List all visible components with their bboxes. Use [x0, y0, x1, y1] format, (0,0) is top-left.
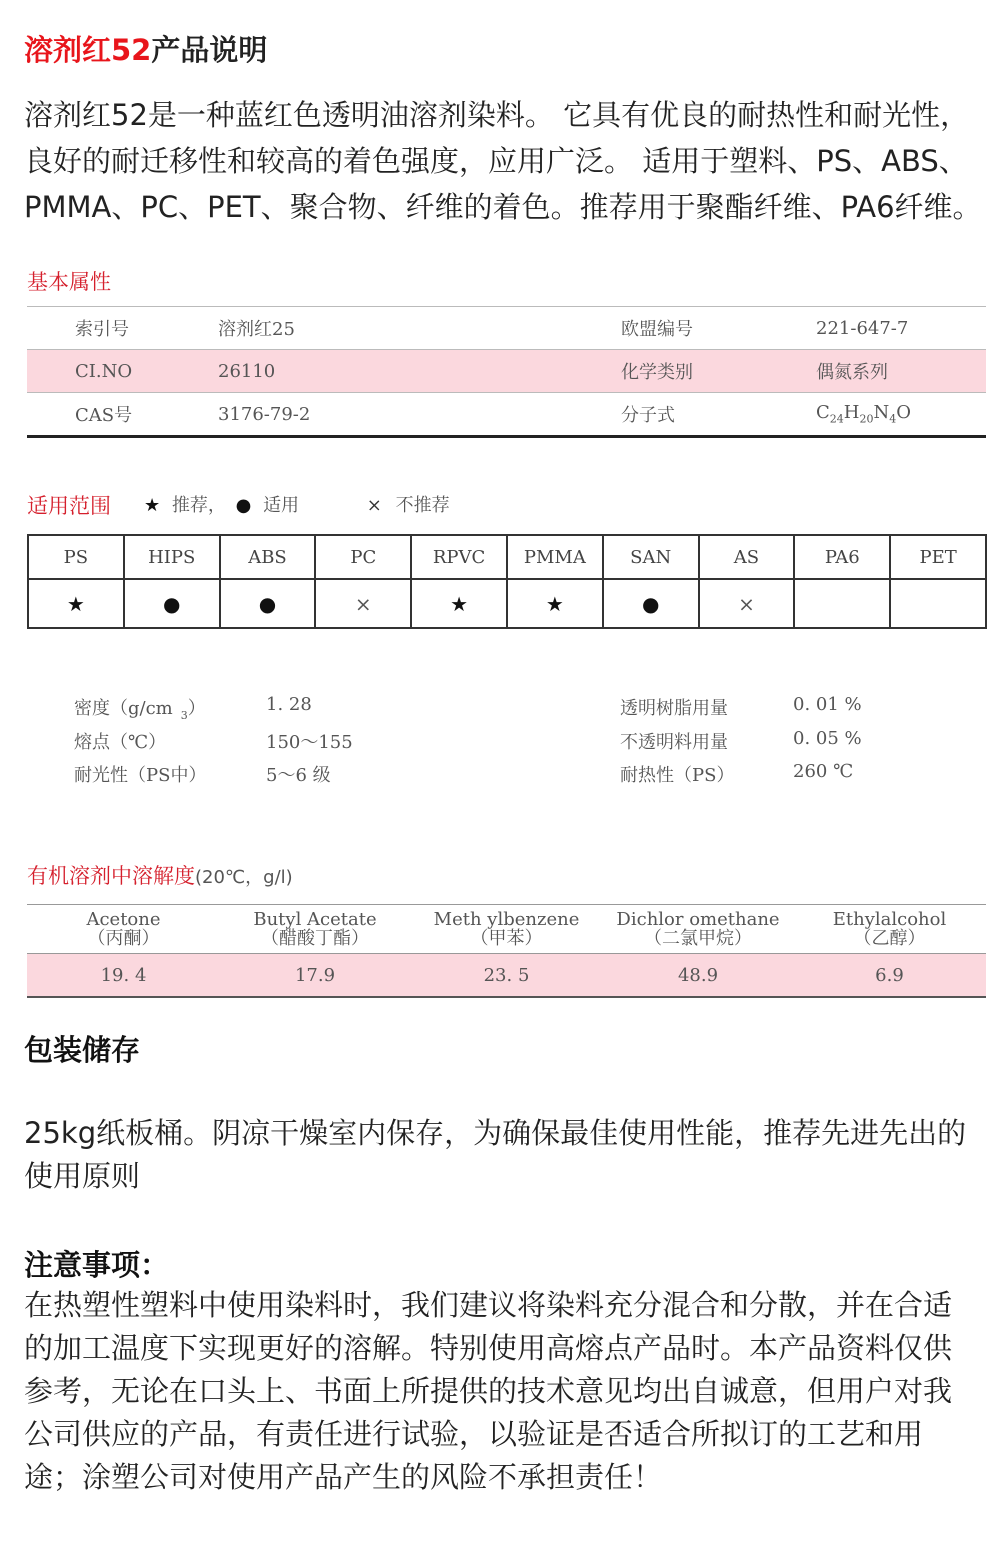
- storage-heading: 包装储存: [24, 1033, 141, 1067]
- molecular-formula: $C_{24}H_{20}N_4O$: [816, 393, 986, 437]
- prop-melting-value: 150～155: [266, 732, 353, 753]
- prop-opaque-value: 0. 05 %: [793, 728, 862, 749]
- prop-density-label: 密度（g/cm $_3$）: [74, 698, 206, 722]
- solvent-header: Ethylalcohol （乙醇）: [793, 905, 986, 954]
- solubility-value: 17.9: [220, 954, 410, 998]
- prop-value: 3176-79-2: [218, 393, 621, 437]
- usage-col-header: SAN: [603, 535, 699, 579]
- usage-col-header: AS: [699, 535, 795, 579]
- usage-symbol: [890, 579, 986, 628]
- table-row: [27, 350, 986, 393]
- cross-icon: ×: [366, 495, 382, 516]
- solubility-heading: [27, 860, 293, 890]
- prop-value: 溶剂红25: [218, 307, 621, 350]
- prop-heat-label: 耐热性（PS）: [620, 765, 735, 786]
- usage-symbol: ●: [603, 579, 699, 628]
- usage-col-header: RPVC: [411, 535, 507, 579]
- usage-symbol: ●: [124, 579, 220, 628]
- solvent-header: Acetone （丙酮）: [27, 905, 220, 954]
- prop-key: 索引号: [75, 307, 218, 350]
- solubility-table: [27, 904, 986, 998]
- usage-symbol: [794, 579, 890, 628]
- usage-symbol: ★: [507, 579, 603, 628]
- usage-symbol: ●: [220, 579, 316, 628]
- prop-density-value: 1. 28: [266, 694, 312, 715]
- storage-text: 25kg纸板桶。阴凉干燥室内保存，为确保最佳使用性能，推荐先进先出的使用原则: [24, 1116, 967, 1193]
- solvent-header: Butyl Acetate （醋酸丁酯）: [220, 905, 410, 954]
- legend-cross-label: 不推荐: [395, 495, 450, 516]
- usage-symbol: ★: [411, 579, 507, 628]
- notice-text: 在热塑性塑料中使用染料时，我们建议将染料充分混合和分散，并在合适的加工温度下实现更好的溶解。特别使用高熔点产品时。本产品资料仅供参考，无论在口头上、书面上所提供的技术意见均出自诚意，但用户对我公司供应的产品，有责任进行试验，以验证是否适合所拟订的工艺和用途；涂塑公司对使用产品产生的风险不承担责任！: [24, 1288, 953, 1494]
- intro-paragraph: 溶剂红52是一种蓝红色透明油溶剂染料。 它具有优良的耐热性和耐光性，良好的耐迁移性和较高的着色强度，应用广泛。 适用于塑料、PS、ABS、PMMA、PC、PET、聚合物、纤维的着色。推荐用于聚酯纤维、PA6纤维。: [24, 98, 982, 224]
- table-row: [27, 954, 986, 998]
- prop-opaque-label: 不透明料用量: [620, 732, 728, 753]
- table-row: [27, 905, 986, 954]
- prop-value: 221-647-7: [816, 307, 986, 350]
- usage-col-header: PMMA: [507, 535, 603, 579]
- usage-col-header: PC: [315, 535, 411, 579]
- solubility-heading-unit: (20℃，g/l): [195, 867, 293, 888]
- usage-col-header: PET: [890, 535, 986, 579]
- usage-legend: [144, 491, 450, 517]
- usage-col-header: ABS: [220, 535, 316, 579]
- page-title: [24, 28, 267, 69]
- prop-transparent-label: 透明树脂用量: [620, 698, 728, 719]
- prop-key: 分子式: [621, 393, 816, 437]
- solubility-value: 23. 5: [410, 954, 603, 998]
- title-suffix: 产品说明: [151, 33, 268, 67]
- legend-star-label: 推荐，: [171, 495, 226, 516]
- usage-heading: 适用范围: [27, 494, 111, 518]
- usage-col-header: PA6: [794, 535, 890, 579]
- solvent-header: Dichlor omethane （二氯甲烷）: [603, 905, 793, 954]
- prop-value: 偶氮系列: [816, 350, 986, 393]
- prop-key: 化学类别: [621, 350, 816, 393]
- solvent-header: Meth ylbenzene （甲苯）: [410, 905, 603, 954]
- usage-col-header: PS: [28, 535, 124, 579]
- prop-key: CI.NO: [75, 350, 218, 393]
- prop-key: CAS号: [75, 393, 218, 437]
- basic-properties-heading: 基本属性: [27, 270, 111, 294]
- solubility-value: 19. 4: [27, 954, 220, 998]
- usage-symbol: ×: [315, 579, 411, 628]
- legend-dot-label: 适用: [263, 495, 300, 516]
- table-row: [27, 307, 986, 350]
- usage-table: [27, 534, 987, 629]
- prop-light-label: 耐光性（PS中）: [74, 765, 207, 786]
- table-row: [28, 579, 986, 628]
- notice-heading: 注意事项：: [24, 1248, 170, 1282]
- prop-key: 欧盟编号: [621, 307, 816, 350]
- usage-symbol: ×: [699, 579, 795, 628]
- table-row: [27, 393, 986, 437]
- solubility-value: 48.9: [603, 954, 793, 998]
- prop-melting-label: 熔点（℃）: [74, 732, 167, 753]
- prop-value: 26110: [218, 350, 621, 393]
- solubility-heading-text: 有机溶剂中溶解度: [27, 864, 195, 888]
- prop-transparent-value: 0. 01 %: [793, 694, 862, 715]
- star-icon: ★: [144, 495, 161, 516]
- title-product-name: 溶剂红52: [24, 33, 152, 67]
- table-row: [28, 535, 986, 579]
- solubility-value: 6.9: [793, 954, 986, 998]
- prop-light-value: 5～6 级: [266, 765, 331, 786]
- dot-icon: ●: [235, 495, 252, 516]
- usage-symbol: ★: [28, 579, 124, 628]
- prop-heat-value: 260 ℃: [793, 761, 854, 782]
- usage-col-header: HIPS: [124, 535, 220, 579]
- basic-properties-table: [27, 306, 986, 438]
